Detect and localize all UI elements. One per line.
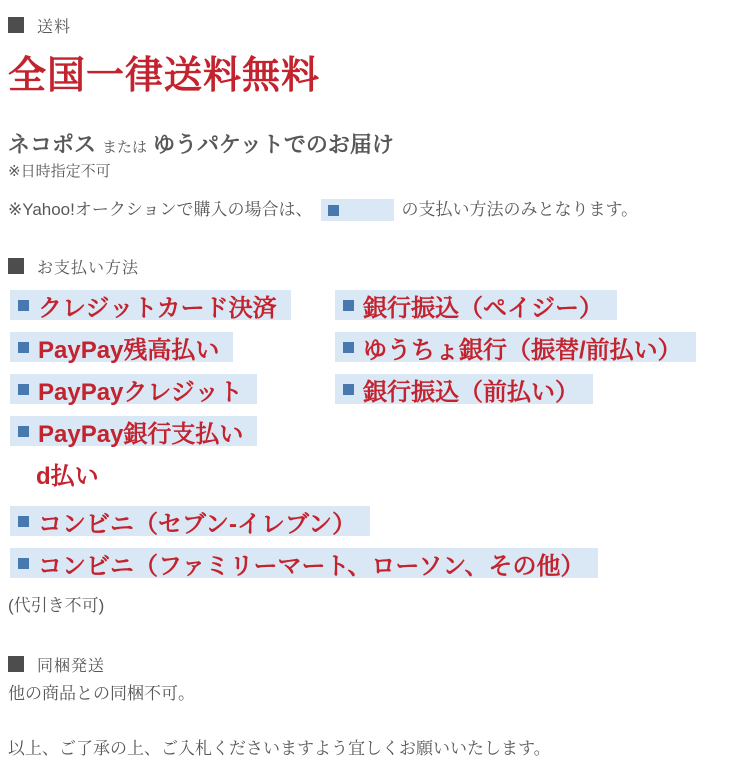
yahoo-note-prefix: ※Yahoo!オークションで購入の場合は、 [8, 200, 313, 219]
payment-method-label: PayPay残高払い [38, 336, 220, 364]
payment-methods-grid [8, 290, 742, 458]
payment-section-header [8, 255, 742, 277]
list-item [335, 332, 742, 362]
payment-methods-left-column [10, 290, 335, 458]
payment-method-chip [10, 290, 291, 320]
payment-method-chip [10, 548, 598, 578]
payment-method-label: PayPay銀行支払い [38, 420, 244, 448]
payment-methods-full-width [8, 506, 742, 578]
list-item [10, 548, 742, 578]
shipping-section-title: 送料 [37, 18, 72, 36]
bullet-square-icon [18, 342, 29, 353]
shipping-section-header [8, 14, 742, 36]
list-item [10, 374, 335, 404]
payment-method-chip [335, 290, 617, 320]
payment-method-label: ゆうちょ銀行（振替/前払い） [363, 336, 682, 364]
no-datetime-note: ※日時指定不可 [8, 163, 111, 180]
list-item [10, 332, 335, 362]
bullet-square-icon [328, 205, 339, 216]
delivery-method-connector: または [102, 139, 148, 156]
payment-method-label: PayPayクレジット [38, 378, 243, 406]
list-item [335, 290, 742, 320]
bullet-square-icon [18, 300, 29, 311]
yahoo-note-suffix: の支払い方法のみとなります。 [401, 200, 639, 219]
payment-method-chip [335, 332, 696, 362]
payment-methods-right-column [335, 290, 742, 458]
list-item [335, 374, 742, 404]
payment-method-chip [10, 332, 233, 362]
payment-method-label: コンビニ（セブン-イレブン） [38, 510, 357, 538]
payment-method-label: コンビニ（ファミリーマート、ローソン、その他） [38, 552, 585, 580]
no-cod-note: (代引き不可) [8, 596, 105, 615]
bullet-square-icon [18, 558, 29, 569]
payment-method-chip [10, 374, 257, 404]
bundling-note: 他の商品との同梱不可。 [8, 684, 195, 703]
section-square-icon [8, 258, 24, 274]
bullet-square-icon [18, 426, 29, 437]
delivery-method-line [8, 130, 742, 160]
section-square-icon [8, 656, 24, 672]
closing-note: 以上、ご了承の上、ご入札くださいますよう宜しくお願いいたします。 [8, 739, 551, 758]
payment-section-title: お支払い方法 [37, 259, 140, 277]
payment-method-label: クレジットカード決済 [38, 294, 277, 322]
yahoo-auction-note [8, 198, 742, 222]
payment-method-chip [10, 506, 370, 536]
payment-method-label: 銀行振込（ペイジー） [363, 294, 603, 322]
bullet-square-icon [343, 384, 354, 395]
list-item [10, 506, 742, 536]
bullet-square-icon [343, 342, 354, 353]
list-item [10, 290, 335, 320]
free-shipping-headline: 全国一律送料無料 [8, 55, 321, 97]
bullet-square-icon [343, 300, 354, 311]
delivery-method-secondary: ゆうパケットでのお届け [153, 132, 394, 157]
payment-method-label: 銀行振込（前払い） [363, 378, 579, 406]
payment-method-chip [10, 416, 257, 446]
payment-method-placeholder-chip [321, 199, 394, 221]
list-item [10, 416, 335, 446]
bundling-section-title: 同梱発送 [37, 657, 106, 675]
section-square-icon [8, 17, 24, 33]
bullet-square-icon [18, 384, 29, 395]
bundling-section-header [8, 653, 742, 675]
payment-method-plain: d払い [36, 463, 99, 490]
payment-method-chip [335, 374, 593, 404]
bullet-square-icon [18, 516, 29, 527]
delivery-method-primary: ネコポス [8, 132, 97, 157]
